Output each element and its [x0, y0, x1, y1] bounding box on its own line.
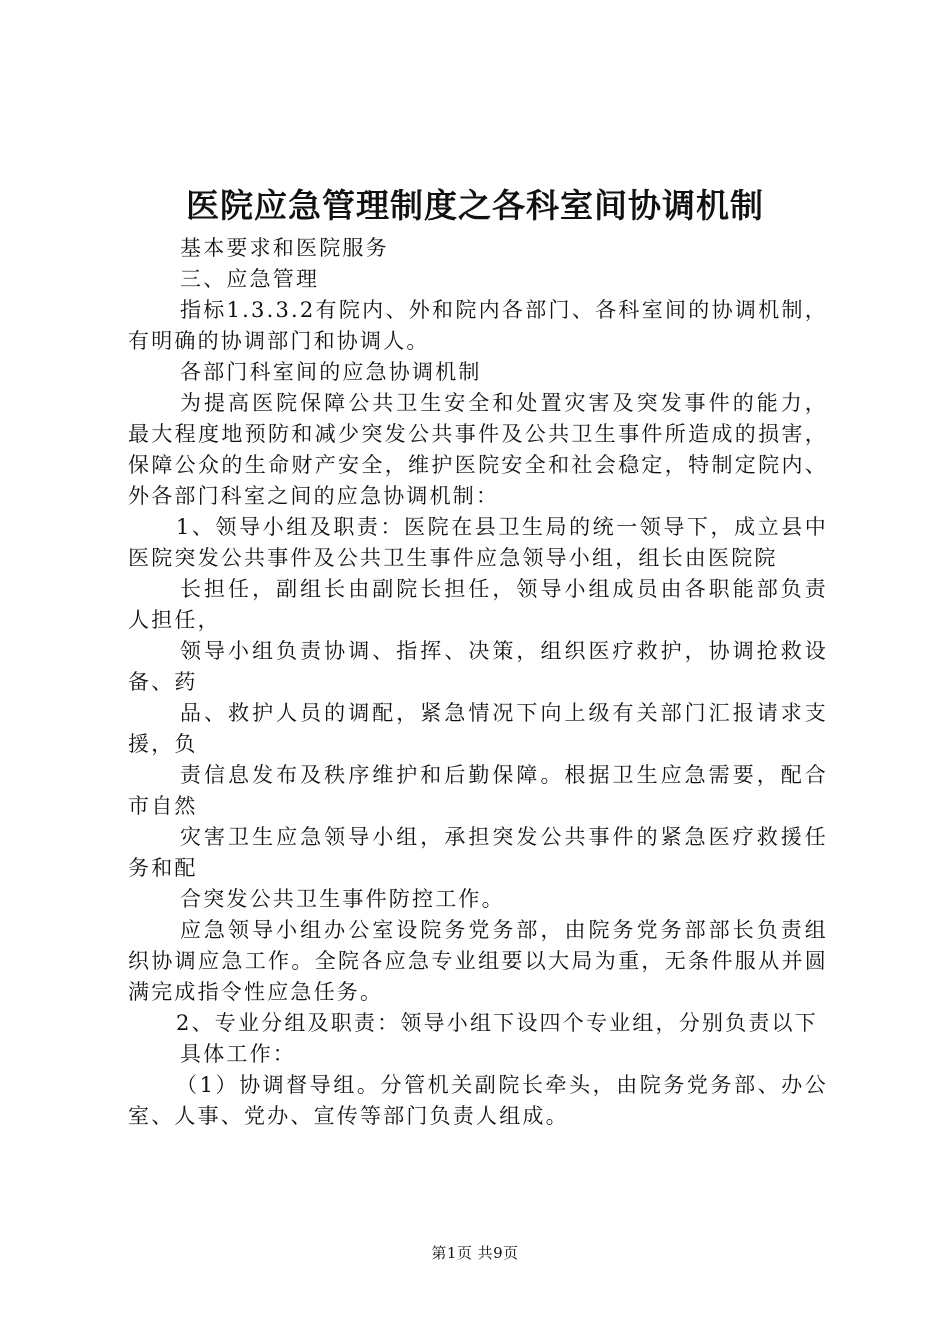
page-number-footer: 第1页 共9页	[431, 1244, 519, 1262]
paragraph: 1、领导小组及职责：医院在县卫生局的统一领导下，成立县中医院突发公共事件及公共卫生事件应急领导小组，组长由医院院	[128, 515, 828, 570]
paragraph: 各部门科室间的应急协调机制	[180, 360, 482, 384]
paragraph: 合突发公共卫生事件防控工作。	[180, 887, 505, 911]
document-body	[128, 233, 828, 1132]
paragraph: 灾害卫生应急领导小组，承担突发公共事件的紧急医疗救援任务和配	[128, 825, 828, 880]
paragraph: 为提高医院保障公共卫生安全和处置灾害及突发事件的能力，最大程度地预防和减少突发公共事件及公共卫生事件所造成的损害，保障公众的生命财产安全，维护医院安全和社会稳定，特制定院内、外各部门科室之间的应急协调机制：	[128, 391, 828, 508]
paragraph: 2、专业分组及职责：领导小组下设四个专业组，分别负责以下	[176, 1011, 818, 1035]
paragraph: 指标1.3.3.2有院内、外和院内各部门、各科室间的协调机制，有明确的协调部门和协调人。	[128, 298, 828, 353]
paragraph: （1）协调督导组。分管机关副院长牵头，由院务党务部、办公室、人事、党办、宣传等部门负责人组成。	[128, 1073, 828, 1128]
paragraph: 责信息发布及秩序维护和后勤保障。根据卫生应急需要，配合市自然	[128, 763, 828, 818]
paragraph: 具体工作：	[180, 1042, 296, 1066]
paragraph: 基本要求和医院服务	[180, 236, 389, 260]
document-title: 医院应急管理制度之各科室间协调机制	[186, 186, 764, 225]
paragraph: 领导小组负责协调、指挥、决策，组织医疗救护，协调抢救设备、药	[128, 639, 828, 694]
paragraph: 长担任，副组长由副院长担任，领导小组成员由各职能部负责人担任，	[128, 577, 828, 632]
paragraph: 三、应急管理	[180, 267, 320, 291]
paragraph: 品、救护人员的调配，紧急情况下向上级有关部门汇报请求支援，负	[128, 701, 828, 756]
paragraph: 应急领导小组办公室设院务党务部，由院务党务部部长负责组织协调应急工作。全院各应急专业组要以大局为重，无条件服从并圆满完成指令性应急任务。	[128, 918, 828, 1004]
